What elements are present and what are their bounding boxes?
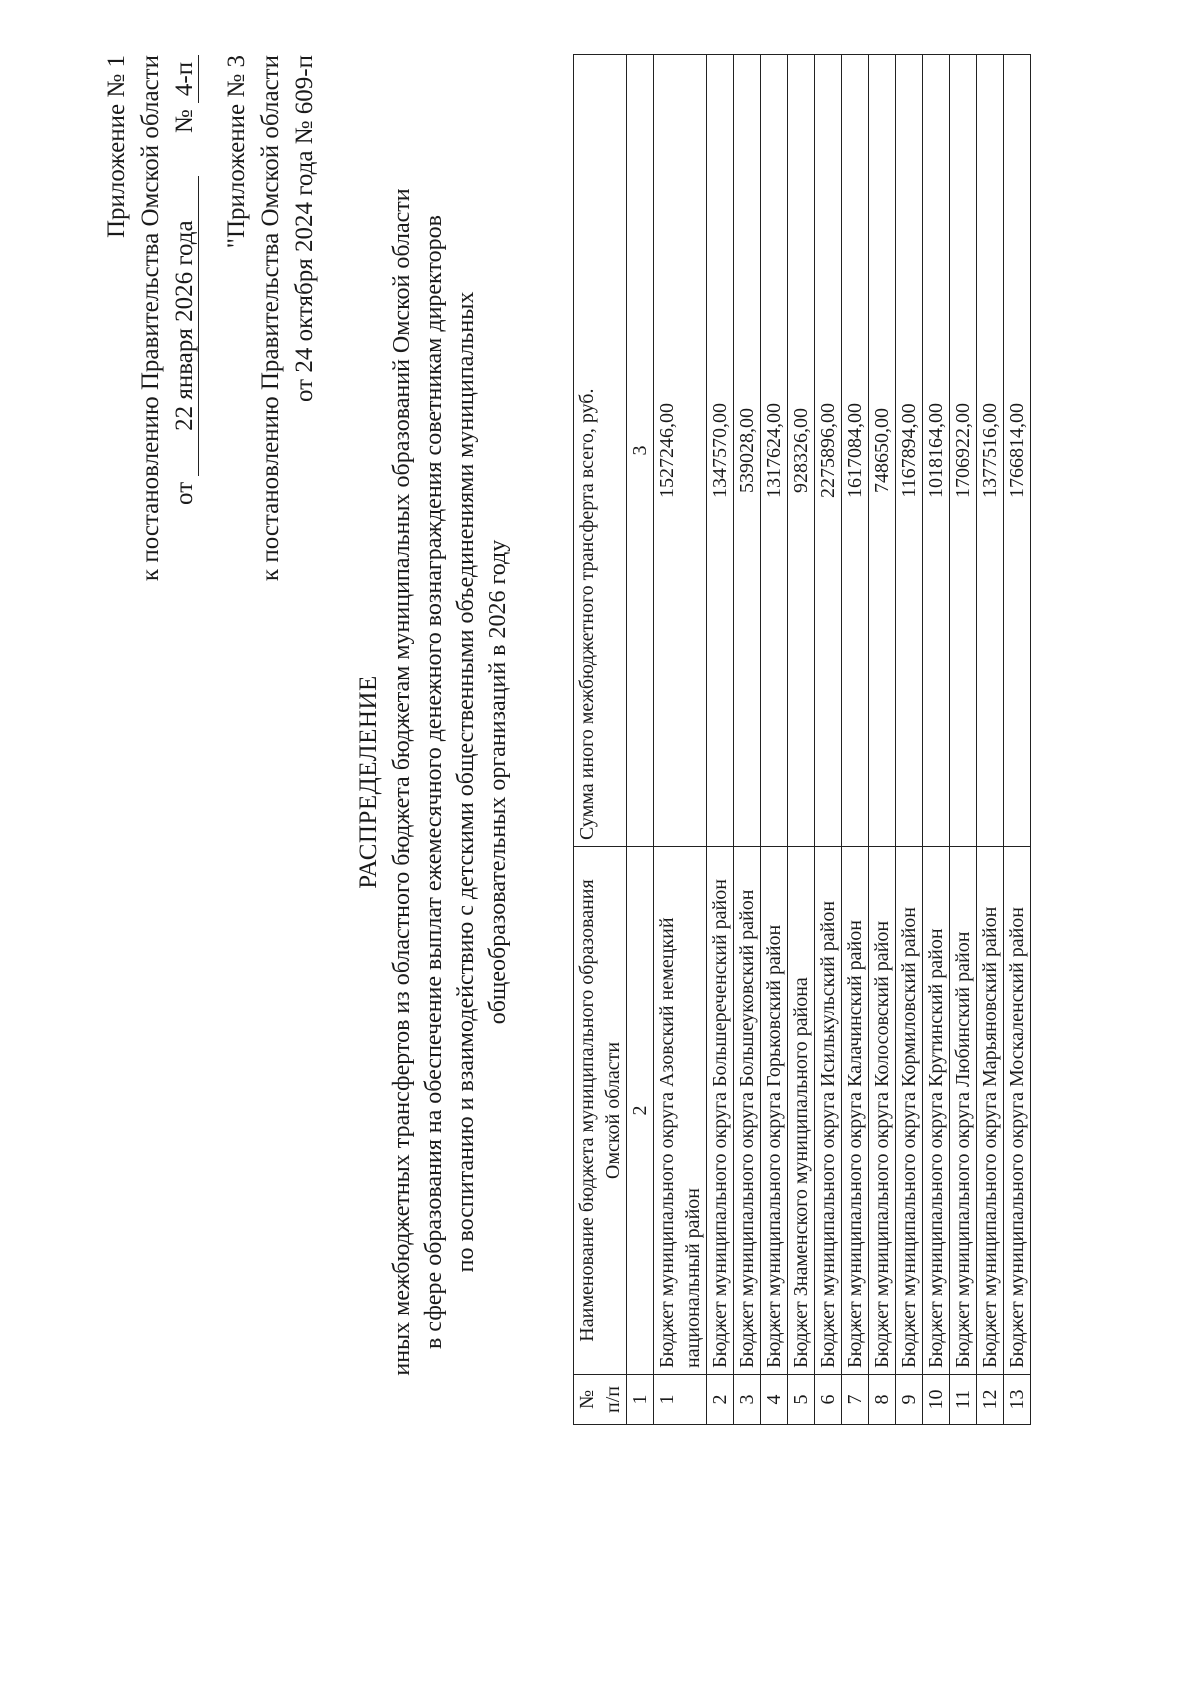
table-row xyxy=(654,55,707,1425)
row-sum: 1377516,00 xyxy=(979,403,1001,498)
row-number: 8 xyxy=(869,1375,896,1425)
column-number: 3 xyxy=(627,55,654,847)
number-label: № xyxy=(171,109,198,134)
row-number: 3 xyxy=(734,1375,761,1425)
appendix-1-reference: к постановлению Правительства Омской области xyxy=(137,55,164,582)
row-sum: 1347570,00 xyxy=(709,403,731,498)
row-number: 9 xyxy=(896,1375,923,1425)
row-sum: 539028,00 xyxy=(736,408,758,493)
row-sum-cell xyxy=(977,55,1004,847)
row-sum: 1706922,00 xyxy=(952,403,974,498)
table-header-row xyxy=(574,55,627,1425)
row-sum-cell xyxy=(734,55,761,847)
column-number-row xyxy=(627,55,654,1425)
row-name: Бюджет муниципального округа Калачинский район xyxy=(842,847,869,1375)
row-name: Бюджет муниципального округа Колосовский район xyxy=(869,847,896,1375)
row-name: Бюджет муниципального округа Москаленский район xyxy=(1004,847,1031,1375)
row-name: Бюджет муниципального округа Большереченский район xyxy=(707,847,734,1375)
row-sum-cell xyxy=(654,55,707,847)
row-number: 2 xyxy=(707,1375,734,1425)
row-name: Бюджет муниципального округа Крутинский район xyxy=(923,847,950,1375)
row-sum: 1766814,00 xyxy=(1006,403,1028,498)
appendix-3-header xyxy=(220,55,322,581)
row-sum-cell xyxy=(896,55,923,847)
row-sum: 928326,00 xyxy=(790,408,812,493)
row-sum-cell xyxy=(707,55,734,847)
row-number: 12 xyxy=(977,1375,1004,1425)
subtitle-line: общеобразовательных организаций в 2026 году xyxy=(485,539,511,1025)
row-sum: 1617084,00 xyxy=(844,403,866,498)
row-sum-cell xyxy=(842,55,869,847)
header-sum: Сумма иного межбюджетного трансферта всего, руб. xyxy=(574,55,627,847)
document-heading xyxy=(352,117,514,1447)
row-name: Бюджет муниципального округа Марьяновский район xyxy=(977,847,1004,1375)
table-row xyxy=(869,55,896,1425)
appendix-1-title: Приложение № 1 xyxy=(103,55,130,239)
table-row xyxy=(977,55,1004,1425)
row-sum: 1317624,00 xyxy=(763,403,785,498)
row-number: 10 xyxy=(923,1375,950,1425)
row-sum-cell xyxy=(761,55,788,847)
row-sum-cell xyxy=(923,55,950,847)
resolution-number: 4-п xyxy=(172,55,199,103)
subtitle-line: по воспитанию и взаимодействию с детскими общественными объединениями муниципальных xyxy=(453,291,479,1273)
appendix-3-date-line: от 24 октября 2024 года № 609-п xyxy=(291,55,318,403)
table-row xyxy=(896,55,923,1425)
column-number: 2 xyxy=(627,847,654,1375)
row-number: 5 xyxy=(788,1375,815,1425)
appendix-1-date-line xyxy=(168,55,202,581)
row-number: 7 xyxy=(842,1375,869,1425)
appendix-1-header xyxy=(100,55,202,581)
table-row xyxy=(923,55,950,1425)
appendix-3-title: "Приложение № 3 xyxy=(223,55,250,249)
row-sum: 748650,00 xyxy=(871,408,893,493)
table-row xyxy=(950,55,977,1425)
subtitle-line: в сфере образования на обеспечение выплат ежемесячного денежного вознаграждения советникам директоров xyxy=(421,215,447,1349)
row-sum: 2275896,00 xyxy=(817,403,839,498)
table-row xyxy=(1004,55,1031,1425)
table-row xyxy=(734,55,761,1425)
row-number: 1 xyxy=(654,1375,707,1425)
document-subtitle xyxy=(386,117,514,1447)
row-sum: 1167894,00 xyxy=(898,403,920,498)
header-name: Наименование бюджета муниципального образования Омской области xyxy=(574,847,627,1375)
row-number: 4 xyxy=(761,1375,788,1425)
row-name: Бюджет Знаменского муниципального района xyxy=(788,847,815,1375)
row-sum: 1018164,00 xyxy=(925,403,947,498)
distribution-table xyxy=(573,54,1031,1425)
document-title: РАСПРЕДЕЛЕНИЕ xyxy=(355,675,382,889)
row-number: 11 xyxy=(950,1375,977,1425)
row-sum-cell xyxy=(788,55,815,847)
row-name: Бюджет муниципального округа Большеуковский район xyxy=(734,847,761,1375)
row-name: Бюджет муниципального округа Горьковский район xyxy=(761,847,788,1375)
row-name: Бюджет муниципального округа Азовский немецкий национальный район xyxy=(654,847,707,1375)
row-name: Бюджет муниципального округа Исилькульский район xyxy=(815,847,842,1375)
header-num: № п/п xyxy=(574,1375,627,1425)
row-number: 13 xyxy=(1004,1375,1031,1425)
row-name: Бюджет муниципального округа Кормиловский район xyxy=(896,847,923,1375)
column-number: 1 xyxy=(627,1375,654,1425)
table-row xyxy=(788,55,815,1425)
resolution-date: 22 января 2026 года xyxy=(172,176,199,476)
row-sum-cell xyxy=(1004,55,1031,847)
subtitle-line: иных межбюджетных трансфертов из областного бюджета бюджетам муниципальных образований Омской области xyxy=(389,188,415,1376)
row-sum-cell xyxy=(869,55,896,847)
from-label: от xyxy=(171,481,198,505)
row-number: 6 xyxy=(815,1375,842,1425)
row-name: Бюджет муниципального округа Любинский район xyxy=(950,847,977,1375)
row-sum-cell xyxy=(950,55,977,847)
table-row xyxy=(707,55,734,1425)
row-sum: 1527246,00 xyxy=(656,403,678,498)
table-row xyxy=(761,55,788,1425)
table-row xyxy=(842,55,869,1425)
table-row xyxy=(815,55,842,1425)
row-sum-cell xyxy=(815,55,842,847)
appendix-3-reference: к постановлению Правительства Омской области xyxy=(257,55,284,582)
